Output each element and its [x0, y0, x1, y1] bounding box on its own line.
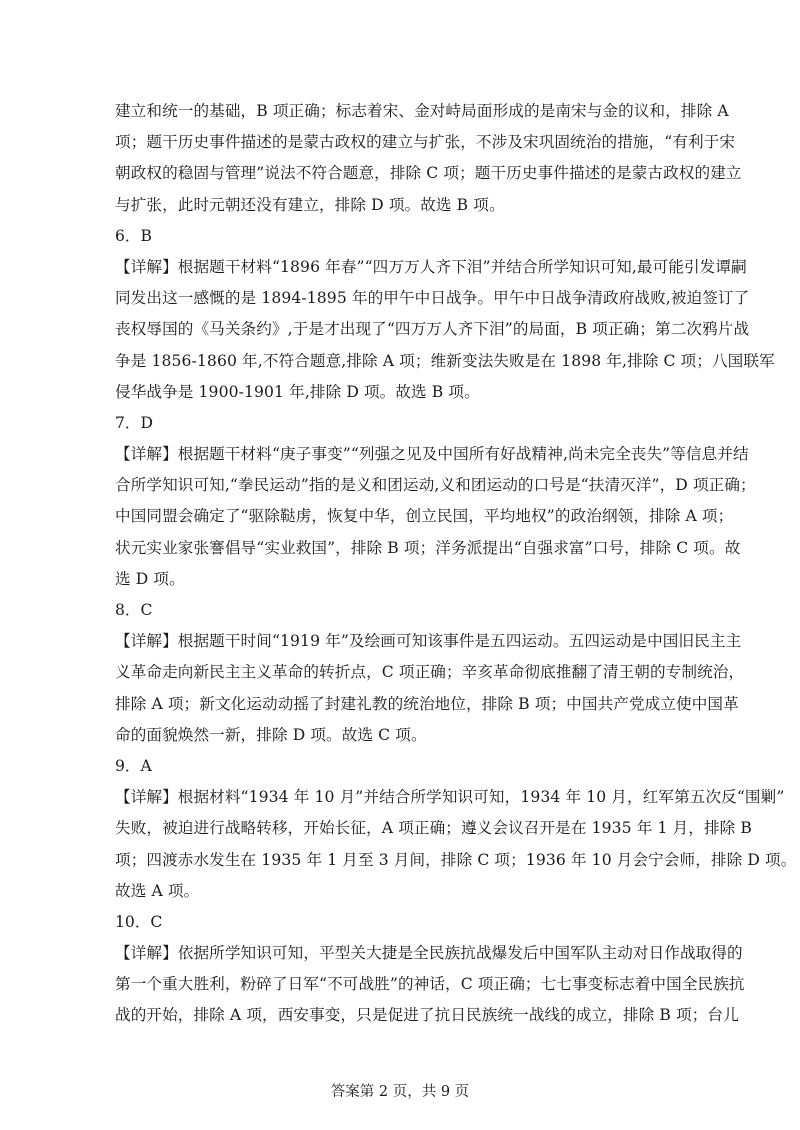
text-line: 排除 A 项；新文化运动动摇了封建礼教的统治地位，排除 B 项；中国共产党成立使中国革	[115, 694, 739, 713]
question-number: 10．C	[115, 912, 163, 931]
text-line: 合所学知识可知,“拳民运动”指的是义和团运动,义和团运动的口号是“扶清灭洋”，D 项正确；	[115, 476, 756, 495]
text-line: 争是 1856-1860 年,不符合题意,排除 A 项；维新变法失败是在 1898 年,排除 C 项；八国联军	[115, 351, 775, 370]
question-number: 6．B	[115, 226, 152, 245]
question-number: 7．D	[115, 413, 154, 432]
text-line: 中国同盟会确定了“驱除鞑虏，恢复中华，创立民国，平均地权”的政治纲领，排除 A 项；	[115, 507, 734, 526]
text-line: 项；题干历史事件描述的是蒙古政权的建立与扩张，不涉及宋巩固统治的措施，“有利于宋	[115, 133, 736, 152]
text-line: 【详解】根据材料“1934 年 10 月”并结合所学知识可知，1934 年 10 月，红军第五次反“围剿”	[115, 788, 785, 807]
text-line: 与扩张，此时元朝还没有建立，排除 D 项。故选 B 项。	[115, 195, 505, 214]
text-line: 义革命走向新民主主义革命的转折点，C 项正确；辛亥革命彻底推翻了清王朝的专制统治，	[115, 663, 745, 682]
text-line: 项；四渡赤水发生在 1935 年 1 月至 3 月间，排除 C 项；1936 年 10 月会宁会师，排除 D 项。	[115, 850, 797, 869]
text-line: 【详解】根据题干材料“1896 年春”“四万万人齐下泪”并结合所学知识可知,最可能引发谭嗣	[115, 257, 747, 276]
page-footer: 答案第 2 页，共 9 页	[330, 1084, 470, 1100]
text-line: 同发出这一感慨的是 1894-1895 年的甲午中日战争。甲午中日战争清政府战败,被迫签订了	[115, 289, 750, 308]
text-line: 朝政权的稳固与管理”说法不符合题意，排除 C 项；题干历史事件描述的是蒙古政权的建立	[115, 164, 742, 183]
text-line: 失败，被迫进行战略转移，开始长征，A 项正确；遵义会议召开是在 1935 年 1 月，排除 B	[115, 819, 752, 838]
question-number: 9．A	[115, 756, 152, 775]
text-line: 丧权辱国的《马关条约》,于是才出现了“四万万人齐下泪”的局面，B 项正确；第二次鸦片战	[115, 320, 750, 339]
question-number: 8．C	[115, 601, 153, 619]
text-line: 命的面貌焕然一新，排除 D 项。故选 C 项。	[115, 725, 427, 744]
text-line: 建立和统一的基础，B 项正确；标志着宋、金对峙局面形成的是南宋与金的议和，排除 A	[115, 102, 729, 120]
text-line: 战的开始，排除 A 项，西安事变，只是促进了抗日民族统一战线的成立，排除 B 项；台儿	[115, 1006, 739, 1025]
text-line: 选 D 项。	[115, 569, 185, 588]
answer-body	[115, 96, 797, 1032]
text-line: 【详解】依据所学知识可知，平型关大捷是全民族抗战爆发后中国军队主动对日作战取得的	[115, 944, 743, 963]
text-line: 状元实业家张謇倡导“实业救国”，排除 B 项；洋务派提出“自强求富”口号，排除 C 项。故	[115, 538, 741, 557]
text-line: 【详解】根据题干时间“1919 年”及绘画可知该事件是五四运动。五四运动是中国旧民主主	[115, 632, 742, 651]
text-line: 侵华战争是 1900-1901 年,排除 D 项。故选 B 项。	[115, 382, 480, 401]
text-line: 【详解】根据题干材料“庚子事变”“列强之见及中国所有好战精神,尚未完全丧失”等信息并结	[115, 445, 749, 464]
text-line: 第一个重大胜利，粉碎了日军“不可战胜”的神话，C 项正确；七七事变标志着中国全民族抗	[115, 975, 745, 994]
text-line: 故选 A 项。	[115, 881, 200, 900]
